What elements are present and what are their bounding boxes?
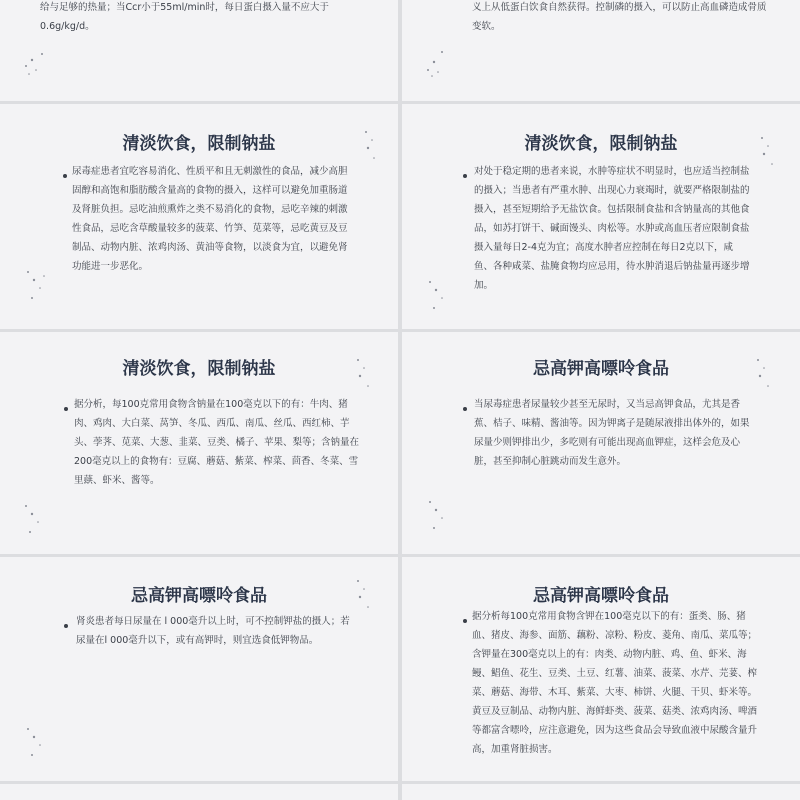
sparkle-decoration [426,494,452,534]
card-low-potassium-2 [0,557,398,781]
sparkle-decoration [360,128,382,162]
card-low-salt-2 [402,104,800,329]
card-bottom-left [0,784,398,800]
card-body-text: 尿毒症患者宜吃容易消化、性质平和且无刺激性的食品，减少高胆固醇和高饱和脂肪酸含量高的食物的摄入，这样可以避免加重肠道及肾脏负担。忌吃油煎熏炸之类不易消化的食物，忌吃辛辣的刺激性食品，忌吃含草酸量较多的菠菜、竹笋、苋菜等，忌吃黄豆及豆制品、动物内脏、浓鸡肉汤、黄油等食物，以淡食为宜，以避免肾功能进一步恶化。 [72,166,348,272]
card-body [76,612,358,650]
sparkle-decoration [22,498,48,538]
card-title: 忌高钾高嘌呤食品 [533,586,669,606]
card-title: 忌高钾高嘌呤食品 [533,359,669,379]
bullet-icon [63,174,67,178]
sparkle-decoration [352,356,376,390]
card-body [474,162,750,295]
bullet-icon [463,174,467,178]
card-body-text: 对处于稳定期的患者来说，水肿等症状不明显时，也应适当控制盐的摄入；当患者有严重水肿、出现心力衰竭时，就要严格限制盐的摄入，甚至短期给予无盐饮食。包括限制食盐和含钠量高的其他食品，如苏打饼干、碱面馒头、肉松等。水肿或高血压者应限制食盐摄入量每日2-4克为宜；高度水肿者应控制在每日2克以下，咸鱼、各种咸菜、盐腌食物均应忌用，待水肿消退后钠盐量再逐步增加。 [474,166,750,291]
card-low-potassium-3 [402,557,800,781]
card-top-right [402,0,800,101]
card-body [72,162,356,276]
sparkle-decoration [424,44,450,78]
card-body-text: 肾炎患者每日尿量在 l 000毫升以上时，可不控制钾盐的摄人；若尿量在l 000毫升以下，或有高钾时，则宜选食低钾物品。 [76,616,350,646]
card-body [472,0,772,36]
sparkle-decoration [22,46,48,76]
card-body-text: 当尿毒症患者尿量较少甚至无尿时，又当忌高钾食品，尤其是香蕉、桔子、味精、酱油等。因为钾离子是随尿液排出体外的，如果尿量少则钾排出少，多吃则有可能出现高血钾症，这样会危及心脏，甚至抑制心脏跳动而发生意外。 [474,399,750,467]
sparkle-decoration [426,274,452,314]
sparkle-decoration [24,264,50,304]
card-low-potassium-1 [402,332,800,554]
card-body-text: 给与足够的热量；当Ccr小于55ml/min时，每日蛋白摄入量不应大于0.6g/kg/d。 [40,2,329,32]
card-low-salt-3 [0,332,398,554]
sparkle-decoration [752,356,776,390]
sparkle-decoration [352,577,376,611]
bullet-icon [463,619,467,623]
card-title: 清淡饮食，限制钠盐 [122,134,276,154]
card-body [472,607,764,759]
card-low-salt-1 [0,104,398,329]
card-title: 清淡饮食，限制钠盐 [524,134,678,154]
card-top-left [0,0,398,101]
card-title: 忌高钾高嘌呤食品 [131,586,267,606]
bullet-icon [64,407,68,411]
card-body [74,395,360,490]
card-body [40,0,340,36]
bullet-icon [64,624,68,628]
sparkle-decoration [756,134,780,168]
card-body-text: 义上从低蛋白饮食自然获得。控制磷的摄入，可以防止高血磷造成骨质变软。 [472,2,767,32]
bullet-icon [463,407,467,411]
card-body-text: 据分析，每100克常用食物含钠量在100毫克以下的有：牛肉、猪肉、鸡肉、大白菜、莴笋、冬瓜、西瓜、南瓜、丝瓜、西红柿、芋头、荸荠、苋菜、大葱、韭菜、豆类、橘子、苹果、梨等；含钠量在200毫克以上的食物有：豆腐、蘑菇、紫菜、榨菜、茴香、冬菜、雪里蕻、虾米、酱等。 [74,399,360,486]
card-bottom-right [402,784,800,800]
sparkle-decoration [24,721,50,761]
card-body-text: 据分析每100克常用食物含钾在100毫克以下的有：蛋类、肠、猪血、猪皮、海参、面筋、藕粉、凉粉、粉皮、菱角、南瓜、菜瓜等；含钾量在300毫克以上的有：肉类、动物内脏、鸡、鱼、虾米、海鳗、鲳鱼、花生、豆类、土豆、红薯、油菜、菠菜、水芹、芫荽、榨菜、蘑菇、海带、木耳、紫菜、大枣、柿饼、火腿、干贝、虾米等。黄豆及豆制品、动物内脏、海鲜虾类、菠菜、菇类、浓鸡肉汤、啤酒等都富含嘌呤，应注意避免，因为这些食品会导致血液中尿酸含量升高，加重肾脏损害。 [472,611,758,755]
card-title: 清淡饮食，限制钠盐 [122,359,276,379]
card-body [474,395,750,471]
